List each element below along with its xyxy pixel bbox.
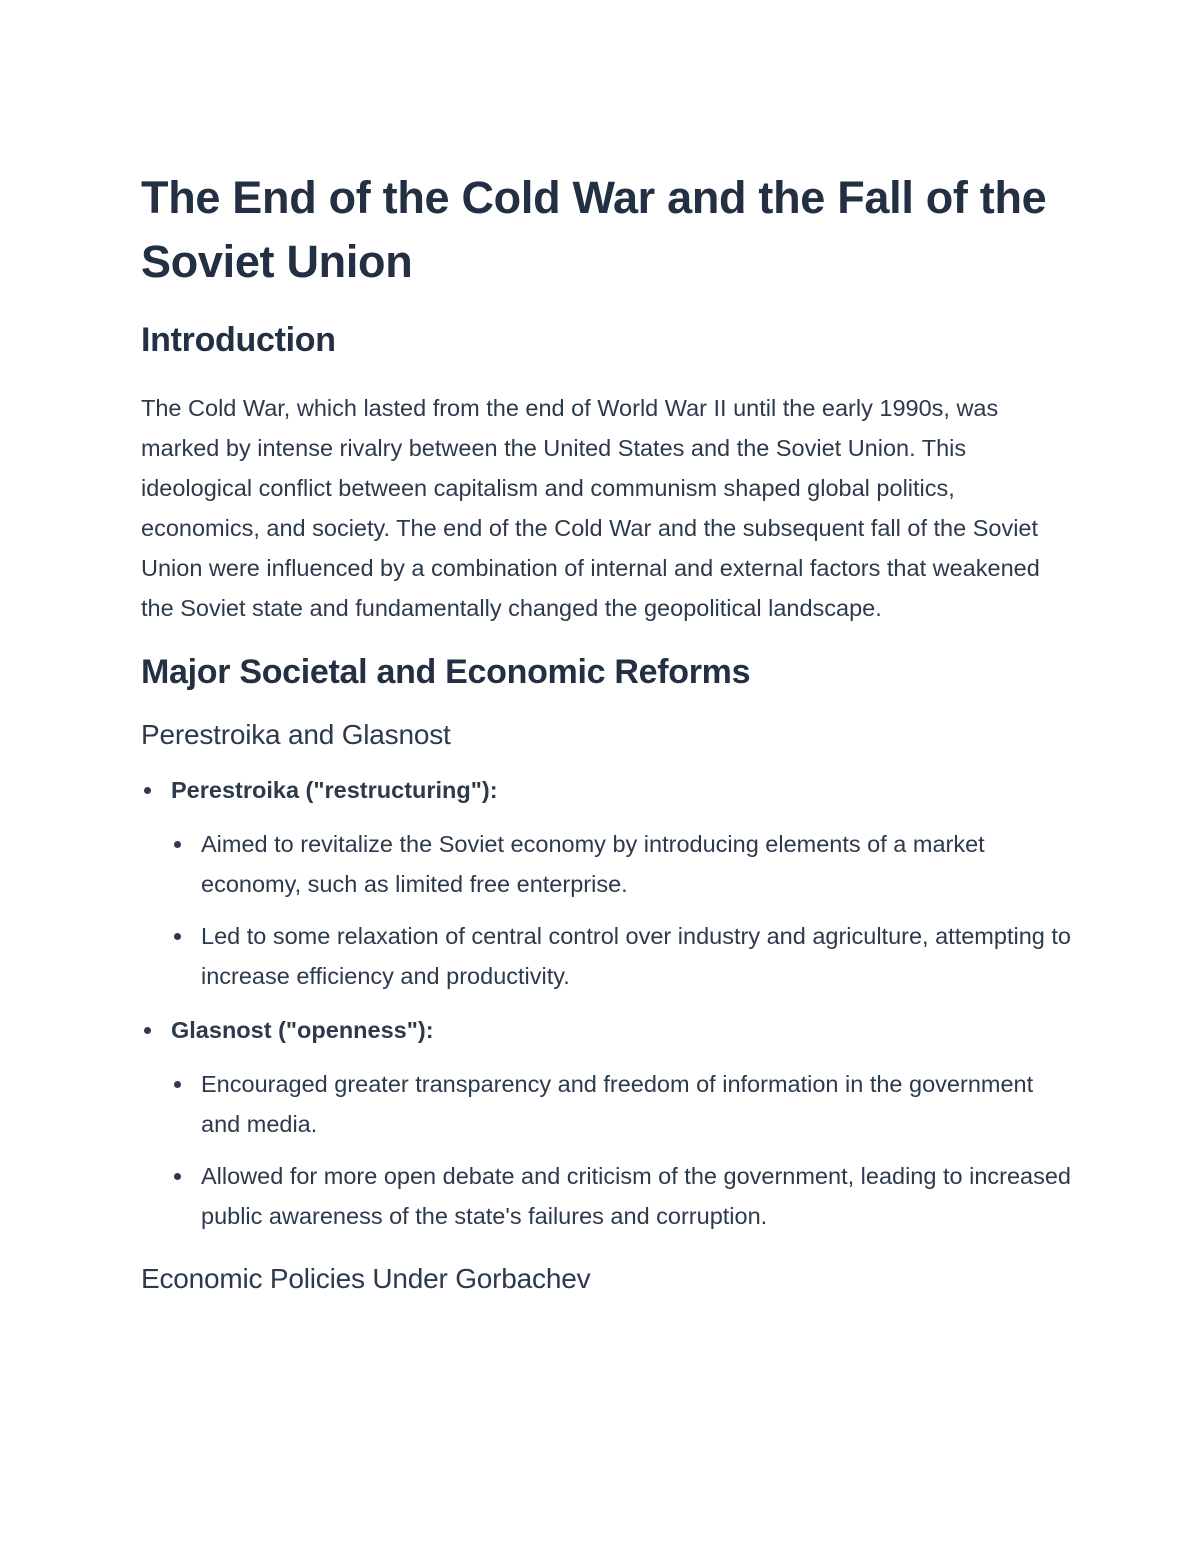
- list-item-label: Glasnost ("openness"):: [171, 1017, 434, 1043]
- bullet-icon: [174, 1081, 181, 1088]
- introduction-paragraph: The Cold War, which lasted from the end of World War II until the early 1990s, was marked by intense rivalry between the United States and the Soviet Union. This ideological conflict between capitalism and communism shaped global politics, economics, and society. The end of the Cold War and the subsequent fall of the Soviet Union were influenced by a combination of internal and external factors that weakened the Soviet state and fundamentally changed the geopolitical landscape.: [141, 395, 1040, 621]
- bullet-icon: [174, 933, 181, 940]
- document-title: The End of the Cold War and the Fall of the Soviet Union: [141, 172, 1047, 287]
- subsection-heading-economic-policies: Economic Policies Under Gorbachev: [141, 1263, 591, 1294]
- sublist-item-text: Encouraged greater transparency and freedom of information in the government and media.: [201, 1071, 1034, 1137]
- sublist-item-text: Aimed to revitalize the Soviet economy by introducing elements of a market economy, such as limited free enterprise.: [201, 831, 985, 897]
- reforms-list: [141, 770, 1071, 1236]
- bullet-icon: [174, 1173, 181, 1180]
- sublist-item-text: Allowed for more open debate and criticism of the government, leading to increased public awareness of the state's failures and corruption.: [201, 1163, 1071, 1229]
- bullet-icon: [174, 841, 181, 848]
- sublist-item-text: Led to some relaxation of central control over industry and agriculture, attempting to increase efficiency and productivity.: [201, 923, 1071, 989]
- sublist-glasnost: [171, 1064, 1071, 1236]
- list-item-glasnost: [141, 1010, 1071, 1236]
- list-item-perestroika: [141, 770, 1071, 996]
- sublist-item: [171, 1156, 1071, 1236]
- sublist-item: [171, 916, 1071, 996]
- section-heading-introduction: Introduction: [141, 321, 336, 359]
- bullet-icon: [144, 1027, 151, 1034]
- subsection-heading-perestroika-glasnost: Perestroika and Glasnost: [141, 719, 451, 750]
- list-item-label: Perestroika ("restructuring"):: [171, 777, 498, 803]
- sublist-item: [171, 824, 1071, 904]
- sublist-perestroika: [171, 824, 1071, 996]
- sublist-item: [171, 1064, 1071, 1144]
- section-heading-reforms: Major Societal and Economic Reforms: [141, 653, 751, 691]
- document-page: [141, 166, 1071, 1296]
- bullet-icon: [144, 787, 151, 794]
